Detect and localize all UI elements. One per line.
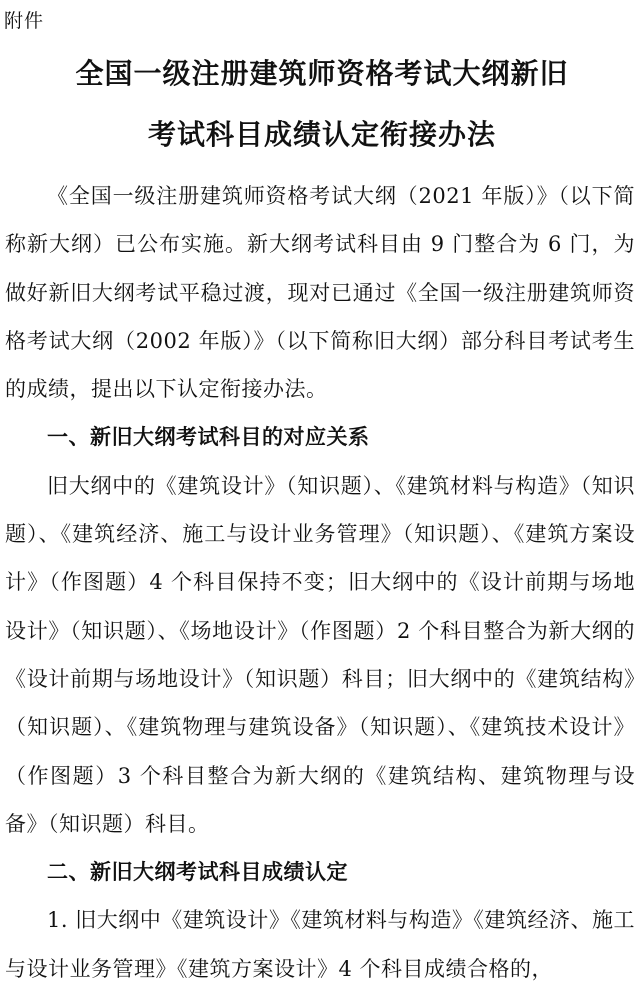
document-title-line-1: 全国一级注册建筑师资格考试大纲新旧 bbox=[75, 57, 569, 90]
section-2-heading: 二、新旧大纲考试科目成绩认定 bbox=[47, 860, 348, 885]
section-1-paragraph: 旧大纲中的《建筑设计》（知识题）、《建筑材料与构造》（知识题）、《建筑经济、施工与设计业务管理》（知识题）、《建筑方案设计》（作图题）4 个科目保持不变；旧大纲中的《设计前期与场地设计》（知识题）、《场地设计》（作图题）2 个科目整合为新大纲的《设计前期与场地设计》（知识题）科目；旧大纲中的《建筑结构》（知识题）、《建筑物理与建筑设备》（知识题）、《建筑技术设计》（作图题）3 个科目整合为新大纲的《建筑结构、建筑物理与设备》（知识题）科目。 bbox=[5, 473, 635, 836]
attachment-label: 附件 bbox=[4, 10, 45, 32]
section-2-item-1: 1. 旧大纲中《建筑设计》《建筑材料与构造》《建筑经济、施工与设计业务管理》《建筑方案设计》4 个科目成绩合格的， bbox=[5, 908, 635, 981]
section-1-heading: 一、新旧大纲考试科目的对应关系 bbox=[47, 425, 370, 450]
intro-paragraph: 《全国一级注册建筑师资格考试大纲（2021 年版）》（以下简称新大纲）已公布实施。新大纲考试科目由 9 门整合为 6 门，为做好新旧大纲考试平稳过渡，现对已通过《全国一级注册建筑师资格考试大纲（2002 年版）》（以下简称旧大纲）部分科目考试考生的成绩，提出以下认定衔接办法。 bbox=[5, 184, 635, 402]
document-title-line-2: 考试科目成绩认定衔接办法 bbox=[147, 118, 496, 151]
document-body bbox=[5, 172, 635, 993]
